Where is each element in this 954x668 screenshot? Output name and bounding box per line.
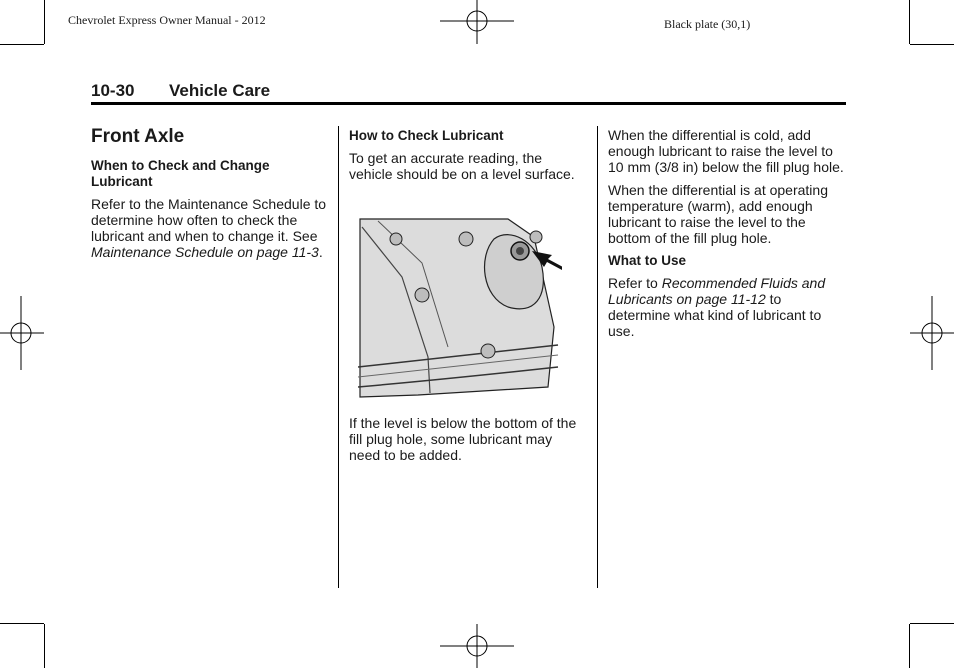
column-divider: [338, 126, 339, 588]
paragraph-level-surface: To get an accurate reading, the vehicle should be on a level surface.: [349, 150, 575, 182]
cross-reference-link[interactable]: Maintenance Schedule on page 11-3: [91, 244, 319, 260]
section-number: 10-30: [91, 81, 135, 100]
registration-mark-right: [910, 296, 954, 370]
subheading-when-to-check: When to Check and Change Lubricant: [91, 158, 270, 189]
crop-mark: [909, 0, 910, 44]
paragraph-maintenance: [91, 196, 327, 260]
front-axle-illustration: [358, 217, 562, 405]
cross-reference-link[interactable]: Recommended Fluids and Lubricants on page 11-12: [608, 275, 826, 307]
registration-mark-bottom: [440, 624, 514, 668]
crop-mark: [0, 623, 44, 624]
plate-label: Black plate (30,1): [664, 17, 751, 31]
paragraph-text: .: [318, 244, 323, 260]
column-2: [349, 128, 581, 189]
paragraph-text: Refer to: [608, 275, 662, 291]
paragraph-warm: When the differential is at operating temperature (warm), add enough lubricant to raise the level to the bottom of the fill plug hole.: [608, 182, 828, 246]
paragraph-text: to determine what kind of lubricant to use.: [608, 291, 822, 339]
subheading-how-to-check: How to Check Lubricant: [349, 128, 504, 143]
crop-mark: [44, 0, 45, 44]
column-2-bottom: [349, 415, 581, 470]
paragraph-level-below: If the level is below the bottom of the fill plug hole, some lubricant may need to be added.: [349, 415, 577, 463]
subheading-what-to-use: What to Use: [608, 253, 687, 268]
crop-mark: [44, 624, 45, 668]
page-heading: Front Axle: [91, 126, 185, 147]
manual-title: Chevrolet Express Owner Manual - 2012: [68, 13, 266, 27]
registration-mark-left: [0, 296, 44, 370]
crop-mark: [910, 623, 954, 624]
paragraph-fluids: [608, 275, 846, 339]
column-divider: [597, 126, 598, 588]
paragraph-cold: When the differential is cold, add enough lubricant to raise the level to 10 mm (3/8 in) below the fill plug hole.: [608, 127, 844, 175]
column-1: [91, 126, 327, 267]
crop-mark: [0, 44, 44, 45]
crop-mark: [909, 624, 910, 668]
header-rule: [91, 102, 846, 105]
paragraph-text: Refer to the Maintenance Schedule to determine how often to check the lubricant and when to change it. See: [91, 196, 327, 244]
column-3: [608, 127, 846, 346]
crop-mark: [910, 44, 954, 45]
registration-mark-top: [440, 0, 514, 44]
section-title: Vehicle Care: [169, 81, 271, 100]
